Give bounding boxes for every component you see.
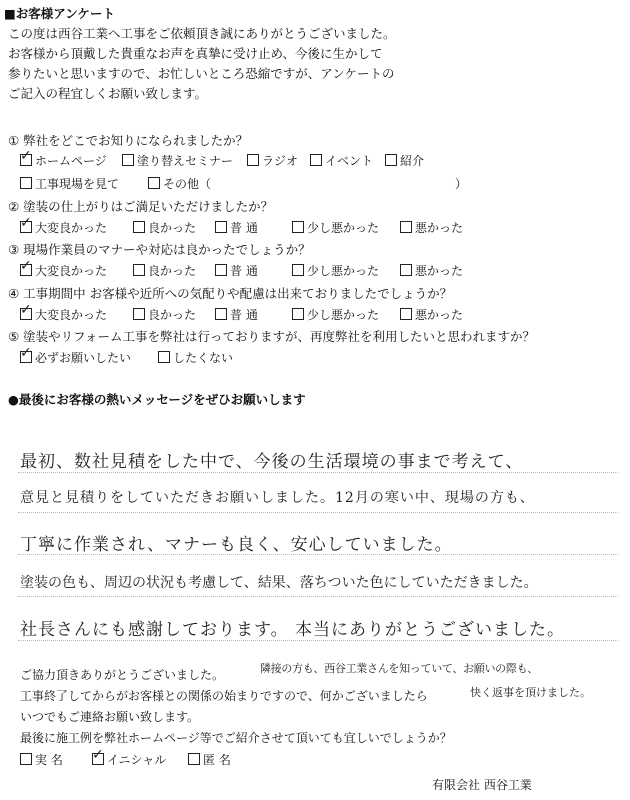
q5-option-yes[interactable]: ✓必ずお願いしたい [20,350,131,366]
q1-option-radio[interactable]: ラジオ [247,153,298,169]
q3-option-5[interactable]: 悪かった [400,263,463,279]
handwritten-line-5: 社長さんにも感謝しております。 本当にありがとうございました。 [20,620,566,640]
q4-option-1[interactable]: ✓大変良かった [20,307,107,323]
handwritten-line-1: 最初、数社見積をした中で、今後の生活環境の事まで考えて、 [20,452,524,472]
publish-option-realname[interactable]: 実 名 [20,752,63,768]
checkbox[interactable] [133,308,145,320]
footer-line-4: 最後に施工例を弊社ホームページ等でご紹介させて頂いても宜しいでしょうか？ [20,731,452,745]
checkbox-checked[interactable] [20,308,32,320]
q5-option-no[interactable]: したくない [158,350,233,366]
q1-option-site[interactable]: 工事現場を見て [20,176,119,192]
checkbox-checked[interactable] [20,154,32,166]
q1-option-referral[interactable]: 紹介 [385,153,424,169]
question-4: ④ 工事期間中 お客様や近所への気配りや配慮は出来ておりましたでしょうか？ [8,286,453,301]
survey-title: ■お客様アンケート [4,6,116,21]
checkbox[interactable] [215,221,227,233]
handwritten-line-3: 丁寧に作業され、マナーも良く、安心していました。 [20,535,453,555]
q2-option-1[interactable]: ✓大変良かった [20,220,107,236]
message-heading: ●最後にお客様の熱いメッセージをぜひお願いします [8,392,306,407]
question-5: ⑤ 塗装やリフォーム工事を弊社は行っておりますが、再度弊社を利用したいと思われますか？ [8,329,536,344]
checkbox[interactable] [133,264,145,276]
footer-line-2: 工事終了してからがお客様との関係の始まりですので、何かございましたら [20,689,428,703]
publish-option-anonymous[interactable]: 匿 名 [188,752,231,768]
checkbox[interactable] [188,753,200,765]
q1-option-seminar[interactable]: 塗り替えセミナー [122,153,233,169]
checkbox[interactable] [292,221,304,233]
checkbox[interactable] [400,308,412,320]
checkbox-checked[interactable] [20,351,32,363]
q4-option-3[interactable]: 普 通 [215,307,258,323]
checkbox[interactable] [215,264,227,276]
handwritten-note-2: 快く返事を頂けました。 [470,686,591,699]
q3-option-1[interactable]: ✓大変良かった [20,263,107,279]
q2-option-5[interactable]: 悪かった [400,220,463,236]
checkbox[interactable] [385,154,397,166]
intro-line-1: この度は西谷工業へ工事をご依頼頂き誠にありがとうございました。 [8,26,396,41]
question-2: ② 塗装の仕上がりはご満足いただけましたか？ [8,199,274,214]
q2-option-4[interactable]: 少し悪かった [292,220,379,236]
question-1: ① 弊社をどこでお知りになられましたか？ [8,133,249,148]
checkbox[interactable] [20,177,32,189]
checkbox[interactable] [122,154,134,166]
footer-line-3: いつでもご連絡お願い致します。 [20,710,200,724]
publish-option-initials[interactable]: ✓ イニシャル [92,752,166,768]
q2-option-2[interactable]: 良かった [133,220,196,236]
q1-option-event[interactable]: イベント [310,153,373,169]
handwritten-line-2: 意見と見積りをしていただきお願いしました。12月の寒い中、現場の方も、 [20,490,535,506]
q4-option-5[interactable]: 悪かった [400,307,463,323]
q1-other-close: ） [455,177,468,191]
checkbox[interactable] [292,264,304,276]
q2-option-3[interactable]: 普 通 [215,220,258,236]
handwritten-line-4: 塗装の色も、周辺の状況も考慮して、結果、落ちついた色にしていただきました。 [20,575,538,591]
writing-line [18,511,618,513]
company-name: 有限会社 西谷工業 [432,778,532,792]
q3-option-3[interactable]: 普 通 [215,263,258,279]
checkbox[interactable] [400,264,412,276]
intro-line-3: 参りたいと思いますので、お忙しいところ恐縮ですが、アンケートの [8,66,395,81]
q3-option-4[interactable]: 少し悪かった [292,263,379,279]
thanks-line: ご協力頂きありがとうございました。 [20,668,225,682]
intro-line-4: ご記入の程宜しくお願い致します。 [8,86,208,101]
checkbox[interactable] [158,351,170,363]
handwritten-note-1: 隣接の方も、西谷工業さんを知っていて、お願いの際も、 [260,662,538,675]
checkbox[interactable] [148,177,160,189]
q4-option-4[interactable]: 少し悪かった [292,307,379,323]
checkbox[interactable] [133,221,145,233]
checkbox[interactable] [310,154,322,166]
checkbox[interactable] [400,221,412,233]
checkbox-checked[interactable] [92,753,104,765]
question-3: ③ 現場作業員のマナーや対応は良かったでしょうか？ [8,242,311,257]
checkbox-checked[interactable] [20,221,32,233]
checkbox[interactable] [20,753,32,765]
checkbox[interactable] [247,154,259,166]
checkbox[interactable] [292,308,304,320]
intro-line-2: お客様から頂戴した貴重なお声を真摯に受け止め、今後に生かして [8,46,383,61]
q1-option-homepage[interactable]: ✓ホームページ [20,153,107,169]
q1-option-other[interactable]: その他（ [148,176,211,192]
writing-line [18,595,618,597]
q3-option-2[interactable]: 良かった [133,263,196,279]
checkbox-checked[interactable] [20,264,32,276]
checkbox[interactable] [215,308,227,320]
q4-option-2[interactable]: 良かった [133,307,196,323]
